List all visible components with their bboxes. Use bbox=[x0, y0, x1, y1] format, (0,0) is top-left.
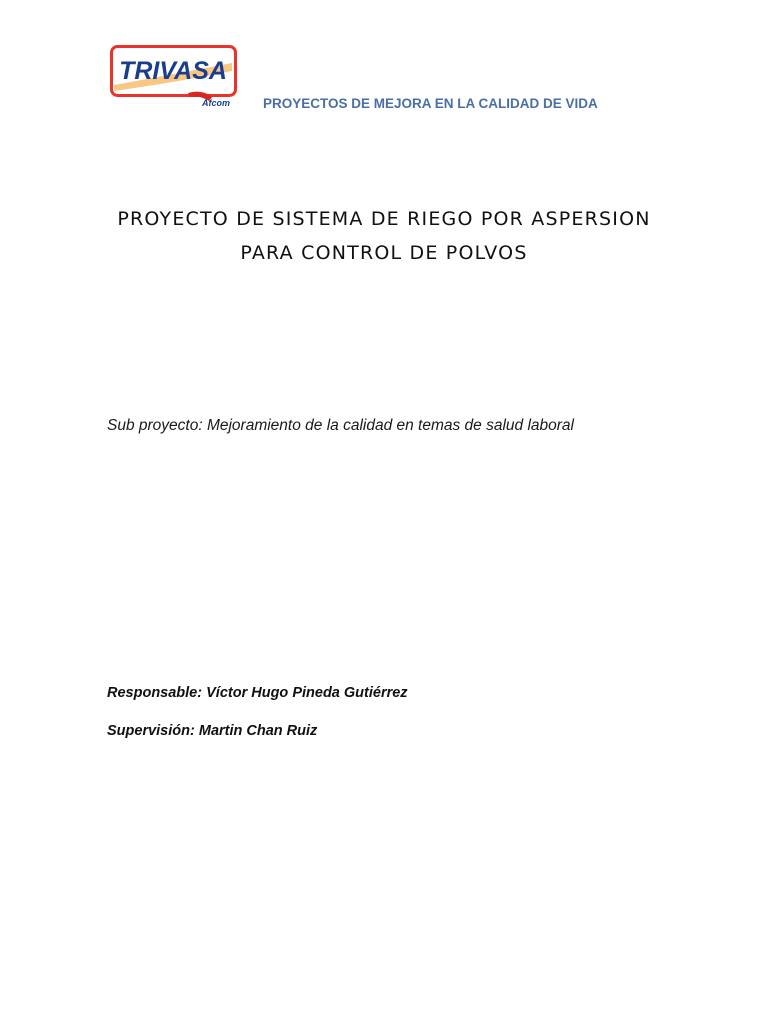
document-title-line-1: PROYECTO DE SISTEMA DE RIEGO POR ASPERSION bbox=[117, 208, 651, 230]
logo-subbrand: Afcom bbox=[201, 98, 231, 108]
trivasa-logo bbox=[110, 45, 237, 111]
subproject-line: Sub proyecto: Mejoramiento de la calidad en temas de salud laboral bbox=[107, 417, 574, 434]
responsable-line bbox=[107, 685, 408, 701]
header-tagline: PROYECTOS DE MEJORA EN LA CALIDAD DE VIDA bbox=[263, 96, 598, 111]
supervision-line bbox=[107, 723, 317, 739]
document-title bbox=[60, 202, 708, 270]
logo-wordmark: TRIVASA bbox=[119, 57, 227, 85]
responsable-label: Responsable: bbox=[107, 685, 203, 701]
document-title-line-2: PARA CONTROL DE POLVOS bbox=[240, 242, 528, 264]
responsable-name: Víctor Hugo Pineda Gutiérrez bbox=[206, 685, 408, 701]
trivasa-logo-graphic bbox=[110, 45, 237, 111]
supervision-label: Supervisión: bbox=[107, 723, 195, 739]
supervision-name: Martin Chan Ruiz bbox=[198, 723, 318, 739]
